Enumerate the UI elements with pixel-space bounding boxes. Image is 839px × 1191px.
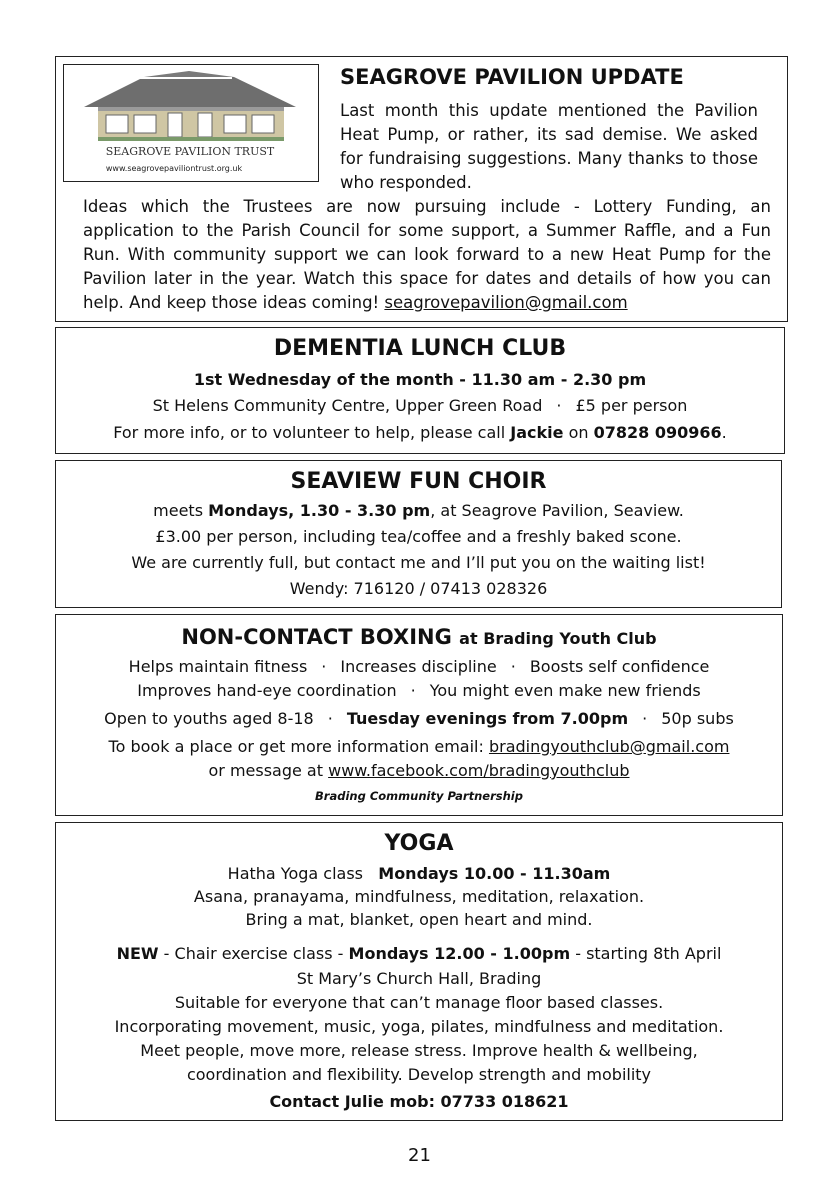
- seagrove-pavilion-logo: [63, 64, 319, 182]
- separator-dot: ·: [327, 709, 333, 728]
- separator-dot: ·: [410, 681, 416, 700]
- yoga-suitable: Suitable for everyone that can’t manage floor based classes.: [174, 993, 664, 1012]
- boxing-title-sub: at Brading Youth Club: [459, 629, 657, 648]
- pavilion-email-link[interactable]: seagrovepavilion@gmail.com: [384, 293, 628, 312]
- dementia-lunch-box: [55, 327, 785, 454]
- yoga-chair-post: - starting 8th April: [575, 944, 722, 963]
- fun-choir-box: [55, 460, 782, 608]
- choir-price: £3.00 per person, including tea/coffee and a freshly baked scone.: [155, 527, 682, 546]
- boxing-facebook-row: [56, 761, 782, 780]
- yoga-box: [55, 822, 783, 1121]
- dementia-title: DEMENTIA LUNCH CLUB: [273, 336, 567, 361]
- choir-waiting: We are currently full, but contact me and I’ll put you on the waiting list!: [131, 553, 706, 572]
- yoga-class-pre: Hatha Yoga class: [227, 864, 363, 883]
- boxing-subs: 50p subs: [661, 709, 734, 728]
- yoga-chair-when: Mondays 12.00 - 1.00pm: [348, 944, 571, 963]
- pavilion-title: SEAGROVE PAVILION UPDATE: [340, 65, 684, 89]
- separator-dot: ·: [556, 396, 562, 415]
- pavilion-intro: Last month this update mentioned the Pavilion Heat Pump, or rather, its sad demise. We asked for fundraising suggestions. Many thanks to those who responded.: [340, 101, 758, 192]
- boxing-title-row: [56, 625, 782, 649]
- yoga-class-when: Mondays 10.00 - 11.30am: [378, 864, 611, 883]
- separator-dot: ·: [642, 709, 648, 728]
- dementia-when: 1st Wednesday of the month - 11.30 am - 2.30 pm: [193, 370, 647, 389]
- boxing-book-row: [56, 737, 782, 756]
- separator-dot: ·: [321, 657, 327, 676]
- boxing-when: Tuesday evenings from 7.00pm: [346, 709, 629, 728]
- yoga-chair-pre: - Chair exercise class -: [163, 944, 344, 963]
- dementia-contact-row: [56, 423, 784, 442]
- dementia-venue: St Helens Community Centre, Upper Green Road: [152, 396, 543, 415]
- yoga-topics: Asana, pranayama, mindfulness, meditation, relaxation.: [193, 887, 645, 906]
- boxing-email-link[interactable]: bradingyouthclub@gmail.com: [488, 737, 730, 756]
- pavilion-update-box: [55, 56, 788, 322]
- boxing-benefit: Increases discipline: [340, 657, 497, 676]
- dementia-venue-row: [56, 396, 784, 415]
- yoga-contact: Contact Julie mob: 07733 018621: [269, 1092, 569, 1111]
- dementia-contact-on: on: [568, 423, 589, 442]
- svg-text:SEAGROVE PAVILION TRUST: SEAGROVE PAVILION TRUST: [105, 145, 275, 158]
- yoga-title: YOGA: [384, 831, 454, 856]
- boxing-benefits-row-2: [56, 681, 782, 700]
- boxing-benefits-row-1: [56, 657, 782, 676]
- page-number: 21: [408, 1145, 431, 1166]
- boxing-benefit: You might even make new friends: [429, 681, 701, 700]
- boxing-benefit: Boosts self confidence: [529, 657, 710, 676]
- dementia-contact-phone: 07828 090966: [593, 423, 722, 442]
- boxing-book-text: To book a place or get more information email:: [108, 737, 484, 756]
- choir-meets-when: Mondays, 1.30 - 3.30 pm: [208, 501, 431, 520]
- yoga-class-row: [56, 864, 782, 883]
- boxing-title: NON-CONTACT BOXING: [181, 625, 452, 649]
- boxing-benefit: Helps maintain fitness: [128, 657, 308, 676]
- dementia-price: £5 per person: [575, 396, 688, 415]
- dementia-contact-text: For more info, or to volunteer to help, please call: [113, 423, 506, 442]
- yoga-incorporating: Incorporating movement, music, yoga, pilates, mindfulness and meditation.: [114, 1017, 724, 1036]
- yoga-chair-row: [56, 944, 782, 963]
- choir-meets-post: , at Seagrove Pavilion, Seaview.: [430, 501, 684, 520]
- pavilion-ideas: [83, 195, 771, 315]
- boxing-benefit: Improves hand-eye coordination: [137, 681, 397, 700]
- choir-meets-pre: meets: [153, 501, 204, 520]
- separator-dot: ·: [510, 657, 516, 676]
- boxing-ages: Open to youths aged 8-18: [104, 709, 314, 728]
- yoga-venue: St Mary’s Church Hall, Brading: [296, 969, 542, 988]
- boxing-box: [55, 614, 783, 816]
- pavilion-ideas-text: Ideas which the Trustees are now pursuing include - Lottery Funding, an application to the Parish Council for some support, a Summer Raffle, and a Fun Run. With community support we can look forward to a new Heat Pump for the Pavilion later in the year. Watch this space for dates and details of how you can help. And keep those ideas coming!: [83, 197, 771, 312]
- boxing-facebook-link[interactable]: www.facebook.com/bradingyouthclub: [328, 761, 630, 780]
- dementia-contact-end: .: [721, 423, 727, 442]
- boxing-msg-text: or message at: [208, 761, 324, 780]
- boxing-credit: Brading Community Partnership: [315, 789, 523, 803]
- choir-meets-row: [56, 501, 781, 520]
- pavilion-building-icon: [64, 65, 317, 180]
- dementia-contact-name: Jackie: [510, 423, 564, 442]
- boxing-details-row: [56, 709, 782, 728]
- yoga-bring: Bring a mat, blanket, open heart and mind.: [245, 910, 593, 929]
- yoga-new-label: NEW: [116, 944, 159, 963]
- choir-contact: Wendy: 716120 / 07413 028326: [289, 579, 548, 598]
- yoga-coordination: coordination and flexibility. Develop strength and mobility: [186, 1065, 652, 1084]
- choir-title: SEAVIEW FUN CHOIR: [290, 469, 547, 494]
- yoga-meet: Meet people, move more, release stress. Improve health & wellbeing,: [140, 1041, 698, 1060]
- svg-text:www.seagrovepaviliontrust.org.: www.seagrovepaviliontrust.org.uk: [105, 164, 243, 173]
